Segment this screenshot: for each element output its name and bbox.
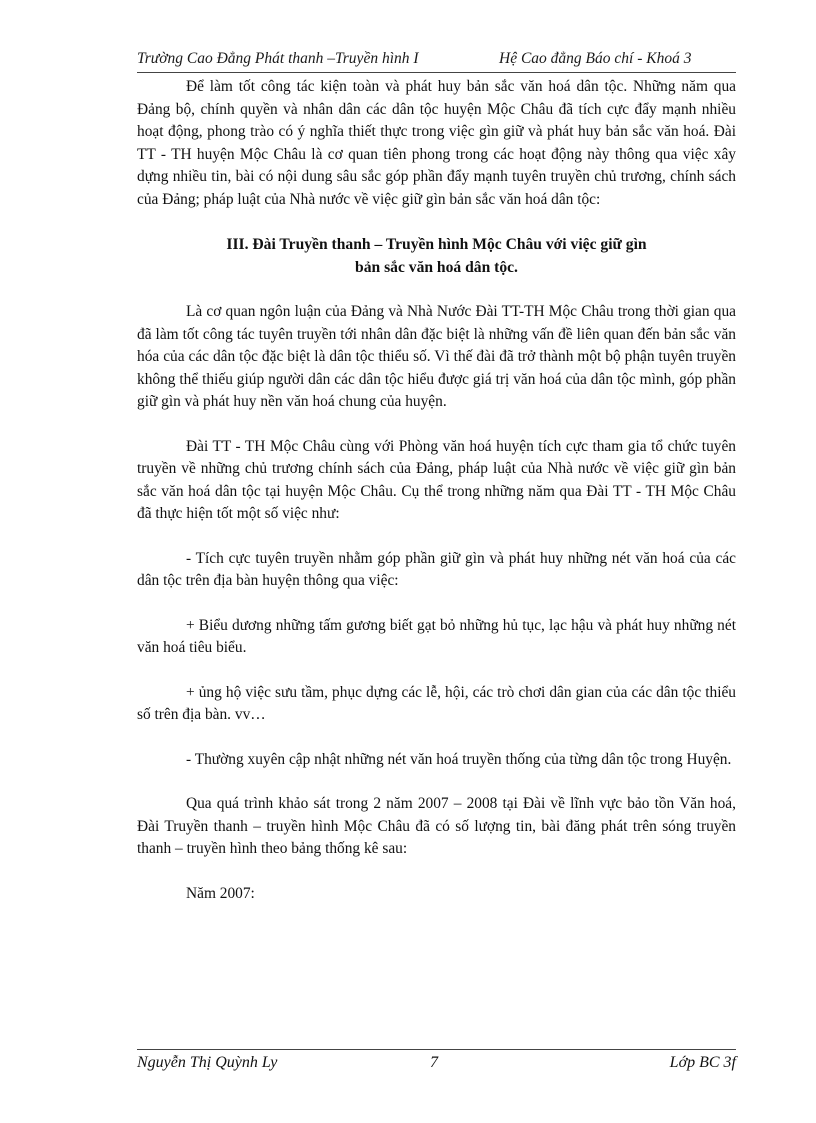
header-divider <box>137 72 736 73</box>
paragraph-bullet-support: + ủng hộ việc sưu tầm, phục dựng các lễ, hội, các trò chơi dân gian của các dân tộc thiểu số trên địa bàn. vv… <box>137 683 736 723</box>
document-body <box>137 76 736 905</box>
section-heading-line2: bản sắc văn hoá dân tộc. <box>355 259 518 276</box>
paragraph-role: Là cơ quan ngôn luận của Đảng và Nhà Nước Đài TT-TH Mộc Châu trong thời gian qua đã làm tốt công tác tuyên truyền tới nhân dân đặc biệt là những vấn đề liên quan đến bản sắc văn hóa của các dân tộc đặc biệt là dân tộc thiểu số. Vì thế đài đã trở thành một bộ phận tuyên truyền không thể thiếu giúp người dân các dân tộc hiểu được giá trị văn hoá của dân tộc mình, góp phần giữ gìn và phát huy nền văn hoá chung của huyện. <box>137 303 736 410</box>
section-heading <box>137 233 736 279</box>
paragraph-bullet-propaganda: - Tích cực tuyên truyền nhằm góp phần giữ gìn và phát huy những nét văn hoá của các dân tộc trên địa bàn huyện thông qua việc: <box>137 549 736 589</box>
page-number: 7 <box>430 1054 438 1071</box>
footer-divider <box>137 1049 736 1050</box>
paragraph-bullet-praise: + Biểu dương những tấm gương biết gạt bỏ những hủ tục, lạc hậu và phát huy những nét văn hoá tiêu biểu. <box>137 616 736 656</box>
paragraph-survey: Qua quá trình khảo sát trong 2 năm 2007 – 2008 tại Đài về lĩnh vực bảo tồn Văn hoá, Đài Truyền thanh – truyền hình Mộc Châu đã có số lượng tin, bài đăng phát trên sóng truyền thanh – truyền hình theo bảng thống kê sau: <box>137 795 736 857</box>
paragraph-activities: Đài TT - TH Mộc Châu cùng với Phòng văn hoá huyện tích cực tham gia tổ chức tuyên truyền về những chủ trương chính sách của Đảng, pháp luật của Nhà nước về việc giữ gìn bản sắc văn hoá dân tộc tại huyện Mộc Châu. Cụ thể trong những năm qua Đài TT - TH Mộc Châu đã thực hiện tốt một số việc như: <box>137 437 736 522</box>
paragraph-intro: Để làm tốt công tác kiện toàn và phát huy bản sắc văn hoá dân tộc. Những năm qua Đảng bộ, chính quyền và nhân dân các dân tộc huyện Mộc Châu đã tích cực đẩy mạnh nhiều hoạt động, phong trào có ý nghĩa thiết thực trong việc gìn giữ và phát huy bản sắc văn hoá. Đài TT - TH huyện Mộc Châu là cơ quan tiên phong trong các hoạt động này thông qua việc xây dựng nhiều tin, bài có nội dung sâu sắc góp phần đẩy mạnh tuyên truyền chủ trương, chính sách của Đảng; pháp luật của Nhà nước về việc giữ gìn bản sắc văn hoá dân tộc: <box>137 78 736 208</box>
header-program: Hệ Cao đẳng Báo chí - Khoá 3 <box>499 50 692 67</box>
footer-class: Lớp BC 3f <box>669 1054 736 1071</box>
footer-author: Nguyễn Thị Quỳnh Ly <box>137 1054 278 1071</box>
header-school: Trường Cao Đẳng Phát thanh –Truyền hình I <box>137 50 419 67</box>
section-heading-line1: III. Đài Truyền thanh – Truyền hình Mộc Châu với việc giữ gìn <box>226 236 647 253</box>
page-header <box>137 50 736 72</box>
paragraph-bullet-update: - Thường xuyên cập nhật những nét văn hoá truyền thống của từng dân tộc trong Huyện. <box>186 750 732 768</box>
paragraph-year-2007: Năm 2007: <box>186 884 255 902</box>
page-footer <box>137 1054 736 1078</box>
